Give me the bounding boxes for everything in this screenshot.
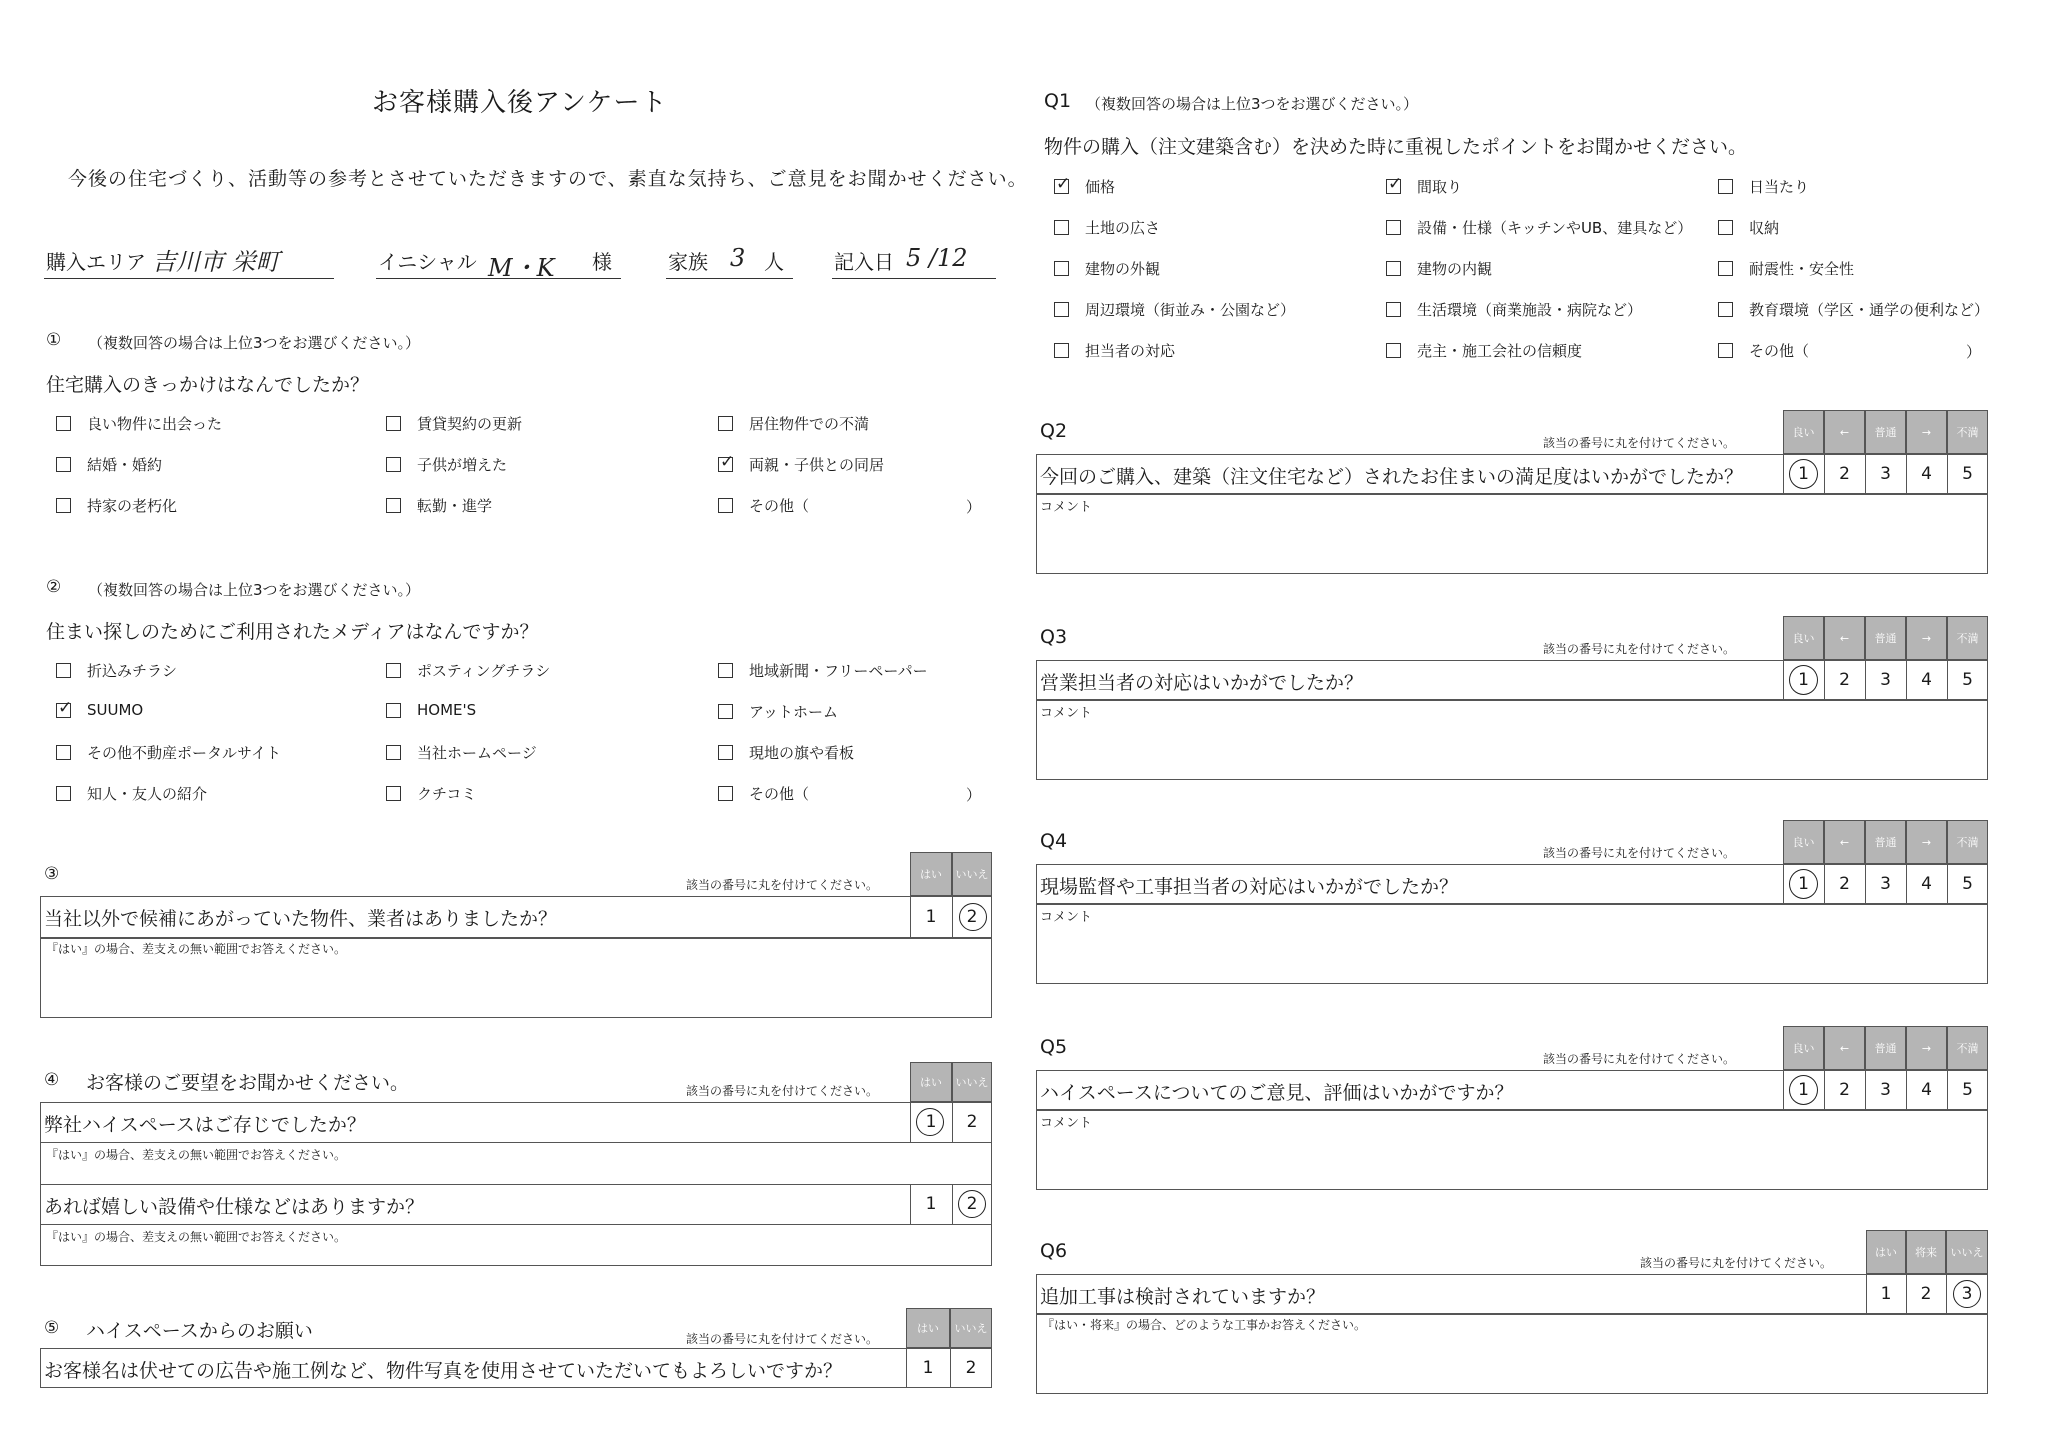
initial-value[interactable]: M・K: [488, 254, 555, 282]
checkbox-checked[interactable]: [1386, 179, 1401, 194]
area-value[interactable]: 吉川市 栄町: [152, 248, 280, 276]
s2-option[interactable]: ポスティングチラシ: [386, 660, 550, 681]
family-label: 家族: [668, 250, 708, 274]
q2-option-3[interactable]: 3: [1880, 464, 1891, 484]
s1-option[interactable]: 賃貸契約の更新: [386, 413, 522, 434]
circle-instruction: 該当の番号に丸を付けてください。: [1543, 846, 1736, 860]
checkbox[interactable]: [1054, 220, 1069, 235]
checkbox[interactable]: [718, 498, 733, 513]
rating-header: 良い: [1783, 820, 1824, 864]
q3-option-4[interactable]: 4: [1921, 670, 1932, 690]
rating-header: ←: [1824, 410, 1865, 454]
s4-q2-option-2[interactable]: 2: [966, 1194, 978, 1214]
q4-option-5[interactable]: 5: [1962, 874, 1973, 894]
q2-comment-box[interactable]: [1036, 494, 1988, 574]
s4-q2-option-1[interactable]: 1: [925, 1194, 937, 1214]
date-label: 記入日: [834, 250, 894, 274]
s4-title: お客様のご要望をお聞かせください。: [86, 1072, 410, 1094]
intro-text: 今後の住宅づくり、活動等の参考とさせていただきますので、素直な気持ち、ご意見をお聞かせください。: [68, 168, 1028, 190]
q6-selected-circle: [1953, 1280, 1981, 1308]
circle-instruction: 該当の番号に丸を付けてください。: [1640, 1256, 1833, 1270]
s1-option[interactable]: 持家の老朽化: [56, 495, 177, 516]
q2-option-2[interactable]: 2: [1839, 464, 1850, 484]
q6-question: 追加工事は検討されていますか？: [1040, 1286, 1326, 1308]
checkbox[interactable]: [56, 745, 71, 760]
q2-question: 今回のご購入、建築（注文住宅など）されたお住まいの満足度はいかがでしたか？: [1040, 466, 1744, 488]
checkbox[interactable]: [718, 416, 733, 431]
checkbox[interactable]: [1386, 302, 1401, 317]
q5-option-2[interactable]: 2: [1839, 1080, 1850, 1100]
q1-option[interactable]: 担当者の対応: [1054, 340, 1175, 361]
q6-option-1[interactable]: 1: [1880, 1284, 1892, 1304]
s2-option[interactable]: クチコミ: [386, 783, 476, 804]
circle-instruction: 該当の番号に丸を付けてください。: [686, 1084, 879, 1098]
s1-close-paren: ）: [966, 498, 982, 516]
q4-selected-circle: [1789, 869, 1818, 899]
s4-q2-selected-circle: [958, 1190, 986, 1218]
header-no: いいえ: [1946, 1230, 1988, 1274]
s2-option[interactable]: 折込みチラシ: [56, 660, 177, 681]
header-yes: はい: [906, 1308, 950, 1348]
checkbox[interactable]: [386, 663, 401, 678]
q1-label: Q1: [1044, 90, 1072, 112]
rating-header: 普通: [1865, 1026, 1906, 1070]
q1-option[interactable]: 日当たり: [1718, 176, 1809, 197]
q1-option[interactable]: 建物の外観: [1054, 258, 1160, 279]
q4-label: Q4: [1040, 830, 1068, 852]
q6-option-2[interactable]: 2: [1920, 1284, 1932, 1304]
s3-marker: ③: [44, 864, 60, 884]
header-yes: はい: [910, 1062, 952, 1102]
checkbox[interactable]: [718, 704, 733, 719]
s5-option-2[interactable]: 2: [965, 1358, 977, 1378]
q6-label: Q6: [1040, 1240, 1068, 1262]
checkbox[interactable]: [1386, 261, 1401, 276]
q4-option-2[interactable]: 2: [1839, 874, 1850, 894]
s5-title: ハイスペースからのお願い: [86, 1320, 313, 1342]
s2-note: （複数回答の場合は上位3つをお選びください。）: [88, 581, 421, 599]
checkbox[interactable]: [1054, 261, 1069, 276]
rating-header: ←: [1824, 820, 1865, 864]
s1-option[interactable]: 子供が増えた: [386, 454, 507, 475]
rating-header: ←: [1824, 616, 1865, 660]
header-no: いいえ: [952, 1062, 992, 1102]
q5-comment-label: コメント: [1040, 1116, 1093, 1131]
s4-q1-yes-note: 『はい』の場合、差支えの無い範囲でお答えください。: [46, 1148, 347, 1162]
s4-q1-option-2[interactable]: 2: [966, 1112, 978, 1132]
rating-header: 良い: [1783, 1026, 1824, 1070]
s3-question: 当社以外で候補にあがっていた物件、業者はありましたか？: [44, 908, 558, 930]
q1-option[interactable]: 設備・仕様（キッチンやUB、建具など）: [1386, 217, 1692, 238]
q5-question: ハイスペースについてのご意見、評価はいかがですか？: [1040, 1082, 1514, 1104]
rating-header: 良い: [1783, 410, 1824, 454]
q4-option-3[interactable]: 3: [1880, 874, 1891, 894]
header-yes: はい: [1866, 1230, 1906, 1274]
q5-option-4[interactable]: 4: [1921, 1080, 1932, 1100]
initial-label: イニシャル: [378, 250, 477, 274]
s3-selected-circle: [959, 903, 987, 931]
s2-marker: ②: [46, 577, 62, 597]
checkbox[interactable]: [1054, 343, 1069, 358]
s5-question: お客様名は伏せての広告や施工例など、物件写真を使用させていただいてもよろしいですか？: [44, 1360, 843, 1382]
checkbox[interactable]: [56, 416, 71, 431]
circle-instruction: 該当の番号に丸を付けてください。: [686, 878, 879, 892]
s4-q1-question: 弊社ハイスペースはご存じでしたか？: [44, 1114, 366, 1136]
checkbox[interactable]: [386, 786, 401, 801]
q6-note: 『はい・将来』の場合、どのような工事かお答えください。: [1042, 1318, 1367, 1332]
q1-option[interactable]: 土地の広さ: [1054, 217, 1160, 238]
rating-header: →: [1906, 1026, 1947, 1070]
family-underline: [666, 278, 793, 279]
s1-option[interactable]: ✓ 両親・子供との同居: [718, 454, 884, 475]
s2-close-paren: ）: [966, 786, 982, 804]
q3-option-2[interactable]: 2: [1839, 670, 1850, 690]
q4-question: 現場監督や工事担当者の対応はいかがでしたか？: [1040, 876, 1459, 898]
q5-label: Q5: [1040, 1036, 1068, 1058]
circle-instruction: 該当の番号に丸を付けてください。: [1543, 642, 1736, 656]
page-title: お客様購入後アンケート: [372, 88, 668, 118]
checkbox[interactable]: [1386, 343, 1401, 358]
q1-option[interactable]: 耐震性・安全性: [1718, 258, 1854, 279]
rating-header: 不満: [1947, 1026, 1988, 1070]
q3-option-5[interactable]: 5: [1962, 670, 1973, 690]
circle-instruction: 該当の番号に丸を付けてください。: [1543, 436, 1736, 450]
q2-option-5[interactable]: 5: [1962, 464, 1973, 484]
checkbox[interactable]: [1718, 179, 1733, 194]
checkbox[interactable]: [56, 663, 71, 678]
q4-option-4[interactable]: 4: [1921, 874, 1932, 894]
checkbox[interactable]: [1054, 302, 1069, 317]
area-label: 購入エリア: [46, 250, 146, 274]
initial-underline: [376, 278, 621, 279]
q1-close-paren: ）: [1966, 343, 1982, 361]
s2-option[interactable]: HOME'S: [386, 701, 476, 719]
s1-question: 住宅購入のきっかけはなんでしたか？: [46, 374, 370, 396]
s2-option[interactable]: 当社ホームページ: [386, 742, 537, 763]
s2-option[interactable]: アットホーム: [718, 701, 838, 722]
s2-option[interactable]: その他（: [718, 783, 809, 804]
s2-option[interactable]: ✓ SUUMO: [56, 701, 143, 719]
q3-option-1[interactable]: 1: [1798, 670, 1809, 690]
q1-note: （複数回答の場合は上位3つをお選びください。）: [1086, 95, 1419, 113]
area-underline: [44, 278, 334, 279]
s2-option[interactable]: 知人・友人の紹介: [56, 783, 207, 804]
s2-option[interactable]: 地域新聞・フリーペーパー: [718, 660, 928, 681]
q5-comment-box[interactable]: [1036, 1110, 1988, 1190]
date-value[interactable]: 5 /12: [906, 244, 968, 272]
checkbox[interactable]: [718, 786, 733, 801]
s4-q1-option-1[interactable]: 1: [925, 1112, 937, 1132]
checkbox[interactable]: [718, 663, 733, 678]
s5-option-1[interactable]: 1: [922, 1358, 934, 1378]
q1-option[interactable]: ✓ 間取り: [1386, 176, 1462, 197]
q1-question: 物件の購入（注文建築含む）を決めた時に重視したポイントをお聞かせください。: [1044, 136, 1748, 158]
q3-question: 営業担当者の対応はいかがでしたか？: [1040, 672, 1364, 694]
family-value[interactable]: 3: [730, 244, 746, 272]
checkbox-checked[interactable]: [56, 703, 71, 718]
rating-header: 良い: [1783, 616, 1824, 660]
rating-header: 普通: [1865, 820, 1906, 864]
s1-option[interactable]: 結婚・婚約: [56, 454, 162, 475]
checkbox[interactable]: [56, 457, 71, 472]
rating-header: 普通: [1865, 616, 1906, 660]
checkbox[interactable]: [718, 745, 733, 760]
s1-option[interactable]: 転勤・進学: [386, 495, 492, 516]
circle-instruction: 該当の番号に丸を付けてください。: [686, 1332, 879, 1346]
rating-header: →: [1906, 410, 1947, 454]
q5-option-3[interactable]: 3: [1880, 1080, 1891, 1100]
checkbox[interactable]: [56, 786, 71, 801]
q3-comment-box[interactable]: [1036, 700, 1988, 780]
s2-option[interactable]: その他不動産ポータルサイト: [56, 742, 281, 763]
header-future: 将来: [1906, 1230, 1946, 1274]
q1-option[interactable]: 建物の内観: [1386, 258, 1492, 279]
q3-option-3[interactable]: 3: [1880, 670, 1891, 690]
s1-option[interactable]: 居住物件での不満: [718, 413, 869, 434]
q1-option[interactable]: 生活環境（商業施設・病院など）: [1386, 299, 1642, 320]
rating-header: 不満: [1947, 410, 1988, 454]
q6-option-3[interactable]: 3: [1961, 1284, 1973, 1304]
q5-selected-circle: [1789, 1075, 1818, 1105]
q3-selected-circle: [1789, 665, 1818, 695]
s5-marker: ⑤: [44, 1318, 60, 1338]
checkbox[interactable]: [386, 498, 401, 513]
circle-instruction: 該当の番号に丸を付けてください。: [1543, 1052, 1736, 1066]
q2-option-4[interactable]: 4: [1921, 464, 1932, 484]
rating-header: 不満: [1947, 616, 1988, 660]
rating-header: →: [1906, 820, 1947, 864]
s1-note: （複数回答の場合は上位3つをお選びください。）: [88, 334, 421, 352]
q1-option[interactable]: 周辺環境（街並み・公園など）: [1054, 299, 1295, 320]
q4-comment-label: コメント: [1040, 910, 1093, 925]
s1-option[interactable]: その他（: [718, 495, 809, 516]
q2-label: Q2: [1040, 420, 1068, 442]
checkbox[interactable]: [386, 745, 401, 760]
s2-option[interactable]: 現地の旗や看板: [718, 742, 854, 763]
rating-header: 普通: [1865, 410, 1906, 454]
checkbox[interactable]: [1386, 220, 1401, 235]
s4-marker: ④: [44, 1070, 60, 1090]
s2-question: 住まい探しのためにご利用されたメディアはなんですか？: [46, 621, 539, 643]
q2-selected-circle: [1789, 459, 1818, 489]
q2-option-1[interactable]: 1: [1798, 464, 1809, 484]
checkbox[interactable]: [1718, 220, 1733, 235]
checkbox[interactable]: [1718, 302, 1733, 317]
checkbox[interactable]: [386, 457, 401, 472]
family-unit: 人: [764, 250, 784, 274]
checkbox[interactable]: [386, 416, 401, 431]
q2-comment-label: コメント: [1040, 500, 1093, 515]
s4-q2-yes-note: 『はい』の場合、差支えの無い範囲でお答えください。: [46, 1230, 347, 1244]
s1-marker: ①: [46, 330, 62, 350]
q4-comment-box[interactable]: [1036, 904, 1988, 984]
rating-header: ←: [1824, 1026, 1865, 1070]
header-yes: はい: [910, 852, 952, 896]
checkbox[interactable]: [386, 703, 401, 718]
sama-label: 様: [592, 250, 612, 274]
q3-label: Q3: [1040, 626, 1068, 648]
s3-option-2[interactable]: 2: [966, 907, 978, 927]
date-underline: [832, 278, 996, 279]
checkbox[interactable]: [56, 498, 71, 513]
s4-q2-question: あれば嬉しい設備や仕様などはありますか？: [44, 1196, 425, 1218]
checkbox-checked[interactable]: [1054, 179, 1069, 194]
header-no: いいえ: [952, 852, 992, 896]
s3-yes-note: 『はい』の場合、差支えの無い範囲でお答えください。: [46, 942, 347, 956]
q3-comment-label: コメント: [1040, 706, 1093, 721]
q1-option[interactable]: 教育環境（学区・通学の便利など）: [1718, 299, 1989, 320]
checkbox[interactable]: [1718, 343, 1733, 358]
rating-header: →: [1906, 616, 1947, 660]
s4-q1-selected-circle: [916, 1108, 944, 1136]
q1-option[interactable]: ✓ 価格: [1054, 176, 1115, 197]
q1-option[interactable]: 売主・施工会社の信頼度: [1386, 340, 1582, 361]
q1-option[interactable]: その他（: [1718, 340, 1809, 361]
checkbox-checked[interactable]: [718, 457, 733, 472]
q4-option-1[interactable]: 1: [1798, 874, 1809, 894]
s1-option[interactable]: 良い物件に出会った: [56, 413, 222, 434]
q1-option[interactable]: 収納: [1718, 217, 1779, 238]
q5-option-5[interactable]: 5: [1962, 1080, 1973, 1100]
s3-option-1[interactable]: 1: [925, 907, 937, 927]
q5-option-1[interactable]: 1: [1798, 1080, 1809, 1100]
header-no: いいえ: [950, 1308, 992, 1348]
checkbox[interactable]: [1718, 261, 1733, 276]
rating-header: 不満: [1947, 820, 1988, 864]
